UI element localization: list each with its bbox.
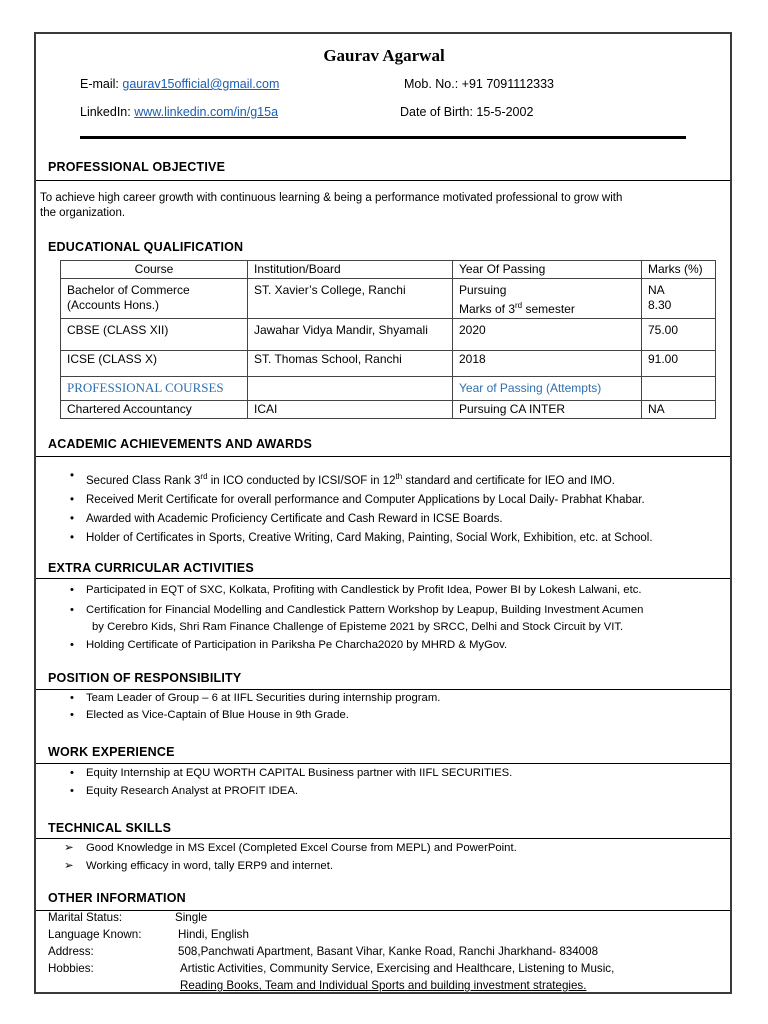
table-row xyxy=(61,351,716,377)
list-text: by Cerebro Kids, Shri Ram Finance Challenge of Episteme 2021 by SRCC, Delhi and Stock Circuit by VIT. xyxy=(92,621,624,633)
section-title-objective: PROFESSIONAL OBJECTIVE xyxy=(48,160,226,174)
marks-value: 8.30 xyxy=(648,298,672,312)
list-item xyxy=(68,581,643,600)
objective-line: the organization. xyxy=(40,207,126,219)
column-header: Marks (%) xyxy=(642,261,716,279)
list-text: Holder of Certificates in Sports, Creative Writing, Card Making, Painting, Social Work, Exhibition, etc. at School. xyxy=(86,531,653,544)
superscript: rd xyxy=(515,301,523,310)
table-cell: Jawahar Vidya Mandir, Shyamali xyxy=(248,319,453,351)
section-divider xyxy=(36,910,730,911)
table-cell xyxy=(61,279,248,319)
bullet-icon: • xyxy=(70,470,75,482)
linkedin-line xyxy=(80,105,278,119)
info-label: Marital Status: xyxy=(48,911,123,924)
table-cell: ICAI xyxy=(248,401,453,419)
linkedin-link[interactable]: www.linkedin.com/in/g15a xyxy=(134,105,279,119)
table-cell: ST. Thomas School, Ranchi xyxy=(248,351,453,377)
header-rule xyxy=(80,136,686,139)
list-text: Holding Certificate of Participation in Pariksha Pe Charcha2020 by MHRD & MyGov. xyxy=(86,639,508,651)
list-text: Team Leader of Group – 6 at IIFL Securities during internship program. xyxy=(86,692,441,704)
list-item xyxy=(68,467,653,491)
email-link[interactable]: gaurav15official@gmail.com xyxy=(122,77,280,91)
extra-curricular-list xyxy=(68,581,643,655)
table-cell: ICSE (CLASS X) xyxy=(61,351,248,377)
candidate-name: Gaurav Agarwal xyxy=(323,46,445,65)
table-row xyxy=(61,319,716,351)
list-text: Elected as Vice-Captain of Blue House in 9th Grade. xyxy=(86,709,349,721)
arrow-bullet-icon: ➢ xyxy=(64,842,74,854)
column-header: Course xyxy=(61,261,248,279)
table-cell: ST. Xavier’s College, Ranchi xyxy=(248,279,453,319)
responsibility-list xyxy=(68,690,440,724)
professional-courses-heading: PROFESSIONAL COURSES xyxy=(61,377,248,401)
info-value: Single xyxy=(175,911,208,924)
info-label: Language Known: xyxy=(48,928,142,941)
list-item xyxy=(68,707,440,724)
bullet-icon: • xyxy=(70,531,75,544)
section-title-achievements: ACADEMIC ACHIEVEMENTS AND AWARDS xyxy=(48,437,313,451)
section-title-responsibility: POSITION OF RESPONSIBILITY xyxy=(48,671,242,685)
superscript: th xyxy=(395,472,403,481)
table-cell xyxy=(642,377,716,401)
table-cell xyxy=(642,279,716,319)
section-title-technical: TECHNICAL SKILLS xyxy=(48,821,172,835)
info-value: 508,Panchwati Apartment, Basant Vihar, Kanke Road, Ranchi Jharkhand- 834008 xyxy=(178,945,599,958)
table-cell: 91.00 xyxy=(642,351,716,377)
list-text: Equity Research Analyst at PROFIT IDEA. xyxy=(86,785,299,797)
list-text: in ICO conducted by ICSI/SOF in 12 xyxy=(207,474,396,487)
table-cell: 75.00 xyxy=(642,319,716,351)
date-of-birth: Date of Birth: 15-5-2002 xyxy=(400,105,534,119)
table-cell: 2020 xyxy=(453,319,642,351)
objective-line: To achieve high career growth with continuous learning & being a performance motivated professional to grow with xyxy=(40,192,623,204)
section-divider xyxy=(36,456,730,457)
table-cell xyxy=(248,377,453,401)
technical-list xyxy=(64,839,517,875)
list-text: Working efficacy in word, tally ERP9 and internet. xyxy=(86,860,333,872)
table-cell: CBSE (CLASS XII) xyxy=(61,319,248,351)
table-row xyxy=(61,377,716,401)
list-item xyxy=(68,690,440,707)
year-value xyxy=(459,298,635,317)
year-text: Marks of 3 xyxy=(459,302,516,316)
info-label: Address: xyxy=(48,945,94,958)
list-item xyxy=(68,529,653,548)
info-value: Artistic Activities, Community Service, Exercising and Healthcare, Listening to Music, xyxy=(180,962,615,975)
table-row xyxy=(61,401,716,419)
bullet-icon: • xyxy=(70,493,75,506)
linkedin-label: LinkedIn: xyxy=(80,105,135,119)
info-value: Hindi, English xyxy=(178,928,249,941)
list-text: Equity Internship at EQU WORTH CAPITAL Business partner with IIFL SECURITIES. xyxy=(86,767,513,779)
table-cell xyxy=(453,279,642,319)
superscript: rd xyxy=(200,472,208,481)
table-cell: 2018 xyxy=(453,351,642,377)
arrow-bullet-icon: ➢ xyxy=(64,860,74,872)
table-cell: NA xyxy=(642,401,716,419)
list-item xyxy=(68,782,512,800)
section-divider xyxy=(36,578,730,579)
section-title-other: OTHER INFORMATION xyxy=(48,891,186,905)
email-line xyxy=(80,77,279,91)
list-item xyxy=(68,636,643,655)
work-list xyxy=(68,764,512,800)
list-item xyxy=(68,491,653,510)
table-cell: Chartered Accountancy xyxy=(61,401,248,419)
list-text: Participated in EQT of SXC, Kolkata, Profiting with Candlestick by Profit Idea, Power BI by Lokesh Lalwani, etc. xyxy=(86,584,642,596)
bullet-icon: • xyxy=(70,604,74,616)
list-item xyxy=(64,857,517,875)
course-name: Bachelor of Commerce xyxy=(67,283,190,297)
achievements-list xyxy=(68,467,653,548)
bullet-icon: • xyxy=(70,767,74,779)
course-name: (Accounts Hons.) xyxy=(67,298,160,312)
column-header: Year Of Passing xyxy=(453,261,642,279)
table-row xyxy=(61,279,716,319)
list-text: standard and certificate for IEO and IMO. xyxy=(402,474,615,487)
objective-text xyxy=(40,191,730,221)
year-value: Pursuing xyxy=(459,283,507,297)
section-title-education: EDUCATIONAL QUALIFICATION xyxy=(48,240,244,254)
info-value: Reading Books, Team and Individual Sports and building investment strategies. xyxy=(180,979,587,992)
list-text: Received Merit Certificate for overall performance and Computer Applications by Local Daily- Prabhat Khabar. xyxy=(86,493,645,506)
marks-value: NA xyxy=(648,283,665,297)
education-table xyxy=(60,260,716,419)
bullet-icon: • xyxy=(70,639,74,651)
list-text: Good Knowledge in MS Excel (Completed Excel Course from MEPL) and PowerPoint. xyxy=(86,842,517,854)
bullet-icon: • xyxy=(70,512,75,525)
list-item xyxy=(68,764,512,782)
table-cell: Pursuing CA INTER xyxy=(453,401,642,419)
list-item xyxy=(68,510,653,529)
mobile-number: Mob. No.: +91 7091112333 xyxy=(404,77,554,91)
list-text: Awarded with Academic Proficiency Certificate and Cash Reward in ICSE Boards. xyxy=(86,512,503,525)
professional-year-heading: Year of Passing (Attempts) xyxy=(453,377,642,401)
list-text: Certification for Financial Modelling and Candlestick Pattern Workshop by Leapup, Building Investment Acumen xyxy=(86,604,644,616)
section-divider xyxy=(36,180,730,181)
bullet-icon: • xyxy=(70,584,74,596)
year-text: semester xyxy=(522,302,575,316)
bullet-icon: • xyxy=(70,785,74,797)
table-header-row xyxy=(61,261,716,279)
bullet-icon: • xyxy=(70,692,74,704)
bullet-icon: • xyxy=(70,709,74,721)
email-label: E-mail: xyxy=(80,77,123,91)
section-title-extra-curricular: EXTRA CURRICULAR ACTIVITIES xyxy=(48,561,254,575)
column-header: Institution/Board xyxy=(248,261,453,279)
list-text: Secured Class Rank 3 xyxy=(86,474,201,487)
list-item xyxy=(64,839,517,857)
section-title-work: WORK EXPERIENCE xyxy=(48,745,175,759)
info-label: Hobbies: xyxy=(48,962,94,975)
list-item xyxy=(68,600,643,636)
